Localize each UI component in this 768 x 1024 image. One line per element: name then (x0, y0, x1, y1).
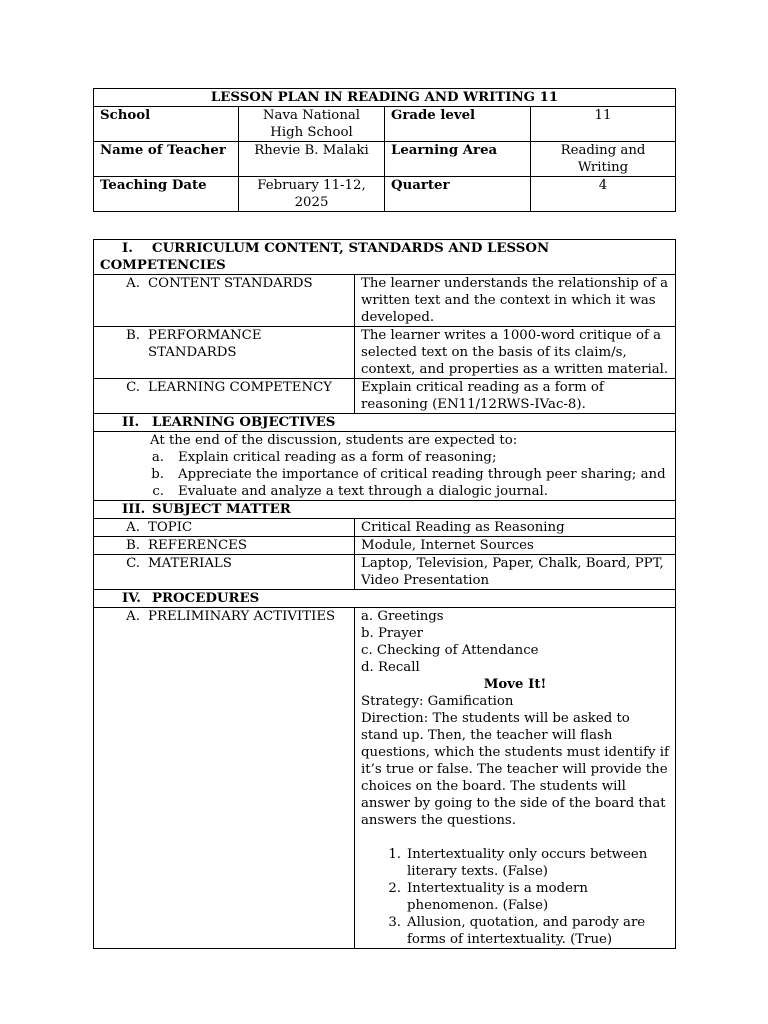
preliminary-activities-content (355, 608, 676, 949)
row-value: The learner writes a 1000-word critique of a selected text on the basis of its claim/s, context, and properties as a written material. (355, 327, 676, 379)
section-title: PROCEDURES (152, 591, 260, 606)
school-value: Nava National High School (239, 107, 385, 142)
list-item: c. Evaluate and analyze a text through a dialogic journal. (152, 484, 548, 499)
teaching-date-value: February 11-12, 2025 (239, 177, 385, 212)
activity-strategy: Strategy: Gamification (361, 694, 514, 709)
table-row (94, 555, 676, 590)
learning-area-value: Reading and Writing (531, 142, 676, 177)
row-letter: A. (126, 609, 140, 624)
row-label: TOPIC (148, 520, 193, 535)
teacher-value: Rhevie B. Malaki (239, 142, 385, 177)
row-label: MATERIALS (148, 556, 232, 571)
row-value: Laptop, Television, Paper, Chalk, Board, PPT, Video Presentation (355, 555, 676, 590)
row-label: PRELIMINARY ACTIVITIES (148, 609, 336, 624)
row-value: Module, Internet Sources (355, 537, 676, 555)
quarter-value: 4 (531, 177, 676, 212)
row-letter: A. (126, 276, 140, 291)
lesson-plan-body-table (93, 239, 676, 949)
quarter-label: Quarter (385, 177, 531, 212)
grade-level-value: 11 (531, 107, 676, 142)
lesson-plan-title: LESSON PLAN IN READING AND WRITING 11 (94, 89, 676, 107)
table-row (94, 379, 676, 414)
section-title: SUBJECT MATTER (152, 502, 291, 517)
lesson-plan-header-table (93, 88, 676, 212)
section-heading (94, 240, 676, 275)
row-value: Explain critical reading as a form of reasoning (EN11/12RWS-IVac-8). (355, 379, 676, 414)
table-row (94, 327, 676, 379)
teacher-label: Name of Teacher (94, 142, 239, 177)
list-item: b. Appreciate the importance of critical reading through peer sharing; and (151, 467, 666, 482)
list-item: 2. Intertextuality is a modern phenomenon. (False) (388, 881, 588, 913)
grade-level-label: Grade level (385, 107, 531, 142)
school-label: School (94, 107, 239, 142)
learning-area-label: Learning Area (385, 142, 531, 177)
row-value: Critical Reading as Reasoning (355, 519, 676, 537)
step-prayer: b. Prayer (361, 626, 423, 641)
row-label: PERFORMANCE STANDARDS (148, 328, 262, 360)
step-recall: d. Recall (361, 660, 420, 675)
section-title: CURRICULUM CONTENT, STANDARDS AND LESSON COMPETENCIES (100, 241, 550, 273)
row-value: The learner understands the relationship of a written text and the context in which it was developed. (355, 275, 676, 327)
step-attendance: c. Checking of Attendance (361, 643, 539, 658)
table-row (94, 275, 676, 327)
activity-direction: Direction: The students will be asked to stand up. Then, the teacher will flash questions, which the students must identify if it’s true or false. The teacher will provide the choices on the board. The students will answer by going to the side of the board that answers the questions. (361, 711, 669, 828)
section-title: LEARNING OBJECTIVES (152, 415, 336, 430)
step-greetings: a. Greetings (361, 609, 444, 624)
section-number: I. (122, 241, 133, 256)
table-row (94, 537, 676, 555)
list-item: 1. Intertextuality only occurs between literary texts. (False) (388, 847, 648, 879)
row-letter: B. (126, 328, 140, 343)
section-heading (94, 501, 676, 519)
row-letter: A. (126, 520, 140, 535)
row-label: CONTENT STANDARDS (148, 276, 313, 291)
activity-title: Move It! (483, 677, 547, 692)
list-item: 3. Allusion, quotation, and parody are forms of intertextuality. (True) (388, 915, 646, 947)
section-number: III. (122, 502, 146, 517)
objectives-cell (94, 432, 676, 501)
table-row (94, 519, 676, 537)
question-list (361, 846, 669, 948)
objectives-intro: At the end of the discussion, students are expected to: (150, 433, 518, 448)
section-number: IV. (122, 591, 141, 606)
section-heading (94, 590, 676, 608)
teaching-date-label: Teaching Date (94, 177, 239, 212)
section-number: II. (122, 415, 140, 430)
row-letter: C. (126, 556, 140, 571)
row-label: LEARNING COMPETENCY (148, 380, 333, 395)
row-letter: B. (126, 538, 140, 553)
objectives-list (100, 449, 669, 500)
row-letter: C. (126, 380, 140, 395)
list-item: a. Explain critical reading as a form of reasoning; (151, 450, 497, 465)
row-label: REFERENCES (148, 538, 247, 553)
section-heading (94, 414, 676, 432)
table-row (94, 608, 676, 949)
